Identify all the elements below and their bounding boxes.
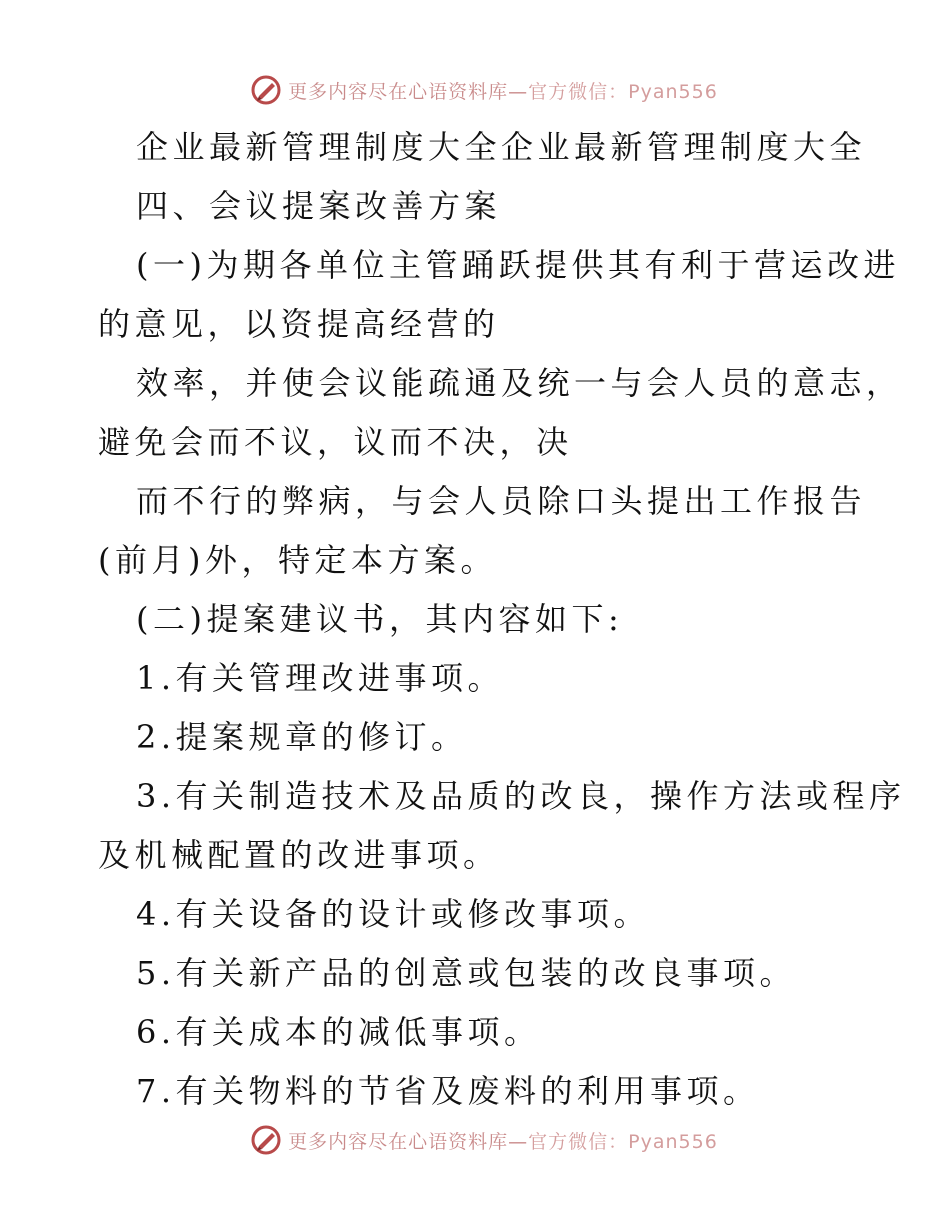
- list-item: 3.有关制造技术及品质的改良，操作方法或程序: [136, 777, 906, 815]
- watermark-wechat-text: 官方微信：Pyan556: [528, 1130, 718, 1153]
- watermark-logo-icon: [250, 74, 282, 106]
- watermark-logo-icon: [250, 1124, 282, 1156]
- list-item: 6.有关成本的减低事项。: [136, 1013, 541, 1051]
- paragraph-line: 而不行的弊病，与会人员除口头提出工作报告: [136, 482, 867, 520]
- watermark-separator: —: [508, 80, 529, 103]
- watermark-separator: —: [508, 1130, 529, 1153]
- paragraph-line: (前月)外，特定本方案。: [98, 541, 497, 579]
- paragraph-line: 效率，并使会议能疏通及统一与会人员的意志，: [136, 364, 903, 402]
- list-item: 1.有关管理改进事项。: [136, 659, 505, 697]
- watermark-wechat-text: 官方微信：Pyan556: [528, 80, 718, 103]
- paragraph-line: (一)为期各单位主管踊跃提供其有利于营运改进: [136, 246, 900, 284]
- watermark-main-text: 更多内容尽在心语资料库: [288, 80, 509, 103]
- list-item-continuation: 及机械配置的改进事项。: [98, 836, 500, 874]
- paragraph-line: 避免会而不议，议而不决，决: [98, 423, 573, 461]
- watermark-main-text: 更多内容尽在心语资料库: [288, 1130, 509, 1153]
- watermark-group: [250, 74, 718, 106]
- list-item: 2.提案规章的修订。: [136, 718, 468, 756]
- list-item: 5.有关新产品的创意或包装的改良事项。: [136, 954, 797, 992]
- watermark-text: [288, 1127, 718, 1154]
- list-item: 4.有关设备的设计或修改事项。: [136, 895, 651, 933]
- watermark-text: [288, 77, 718, 104]
- watermark-banner-bottom: [0, 1120, 950, 1160]
- watermark-banner-top: [0, 70, 950, 110]
- list-item: 7.有关物料的节省及废料的利用事项。: [136, 1072, 760, 1110]
- paragraph-line: (二)提案建议书，其内容如下:: [136, 600, 624, 638]
- paragraph-line: 的意见，以资提高经营的: [98, 305, 500, 343]
- doc-title-line: 企业最新管理制度大全企业最新管理制度大全: [136, 128, 867, 166]
- section-heading: 四、会议提案改善方案: [136, 187, 502, 225]
- watermark-group: [250, 1124, 718, 1156]
